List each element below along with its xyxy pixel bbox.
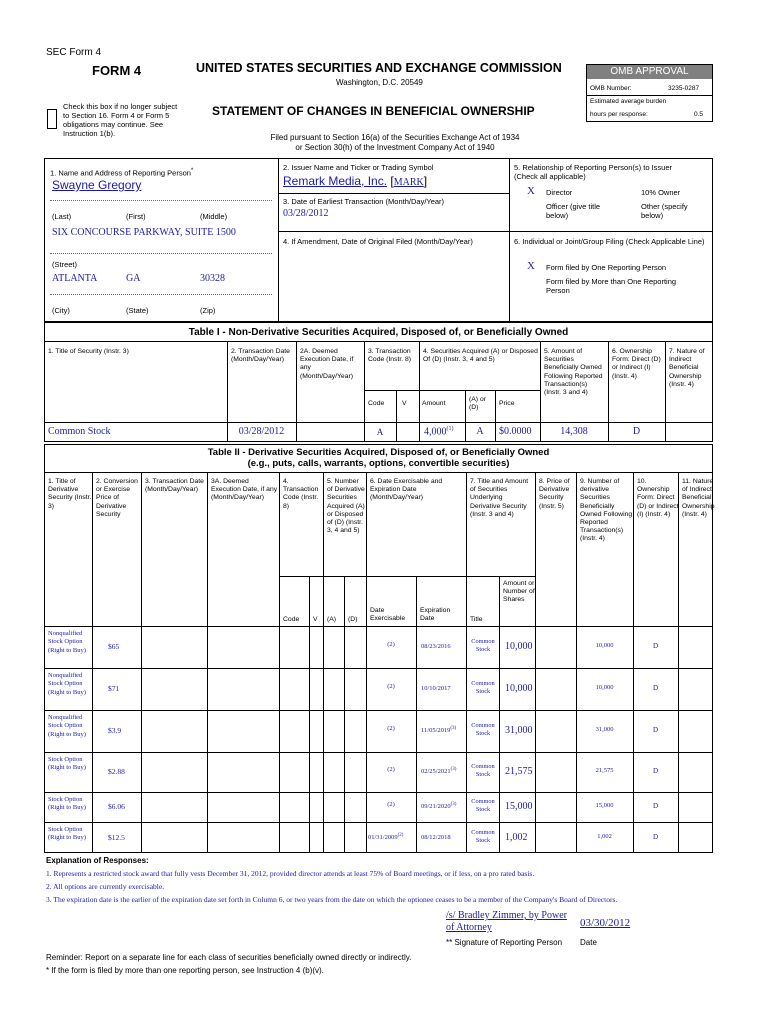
underlying-title: Common Stock <box>471 763 495 778</box>
one-person-label: Form filed by One Reporting Person <box>546 263 667 272</box>
ownership-form: D <box>652 726 659 734</box>
t2-h4: 4. Transaction Code (Instr. 8) <box>283 478 319 510</box>
date-exercisable-note: (2) <box>387 683 395 690</box>
t1-row-form: D <box>632 426 641 437</box>
issuer-name[interactable]: Remark Media, Inc. <box>283 174 388 188</box>
date-label: Date <box>580 938 597 947</box>
date-exercisable-footnote: (2) <box>397 832 404 838</box>
t2-amt: Amount or Number of Shares <box>503 580 535 604</box>
table1 <box>44 322 713 442</box>
t1-row-date: 03/28/2012 <box>238 426 285 437</box>
underlying-shares: 15,000 <box>505 801 533 812</box>
t2-date-ex: Date Exercisable <box>370 607 406 623</box>
last-label: (Last) <box>52 212 72 221</box>
expiration-date-value: 08/23/2016 <box>421 643 451 651</box>
owned-following: 15,000 <box>595 802 614 809</box>
ticker-open: [ <box>390 174 394 188</box>
omb-title: OMB APPROVAL <box>587 65 712 79</box>
ticker-close: ] <box>423 174 428 188</box>
t1-price: Price <box>499 400 515 407</box>
director-check[interactable]: X <box>527 185 535 197</box>
owned-following: 21,575 <box>595 767 614 774</box>
t2-code: Code <box>283 616 300 623</box>
t1-h2a: 2A. Deemed Execution Date, if any (Month/Day/Year) <box>300 348 354 380</box>
expiration-date-value: 11/05/2019 <box>421 727 451 735</box>
reporting-person-name[interactable]: Swayne Gregory <box>52 178 142 192</box>
box1-label: 1. Name and Address of Reporting Person* <box>50 167 194 178</box>
t1-row-aord: A <box>476 426 484 437</box>
owned-following: 1,002 <box>597 832 612 840</box>
hours-label: hours per response: <box>590 111 648 118</box>
date-exercisable <box>368 833 403 841</box>
t1-row-owned: 14,308 <box>560 426 588 437</box>
box5-label-1: 5. Relationship of Reporting Person(s) to Issuer <box>514 163 672 172</box>
expiration-date <box>421 642 451 650</box>
date-exercisable-note: (2) <box>387 641 395 648</box>
underlying-title: Common Stock <box>471 828 495 844</box>
filed-line-2: or Section 30(h) of the Investment Company Act of 1940 <box>295 143 495 152</box>
derivative-title: Nonqualified Stock Option (Right to Buy) <box>48 714 86 738</box>
ten-pct-label: 10% Owner <box>641 188 681 197</box>
other-label: Other (specify below) <box>641 202 688 220</box>
underlying-title: Common Stock <box>471 638 495 653</box>
expiration-date-value: 02/25/2021 <box>421 768 451 776</box>
conversion-price: $6.06 <box>108 802 125 811</box>
ownership-form: D <box>652 684 659 692</box>
multi-person-note: * If the form is filed by more than one reporting person, see Instruction 4 (b)(v). <box>46 966 324 975</box>
owned-following: 31,000 <box>595 726 614 733</box>
state-label: (State) <box>126 306 149 315</box>
note-3: 3. The expiration date is the earlier of the expiration date set forth in Column 6, or two years from the date on which the optionee ceases to be a member of the Company's Board of Directors. <box>46 895 618 904</box>
expiration-date-value: 08/12/2018 <box>421 833 451 841</box>
derivative-title: Nonqualified Stock Option (Right to Buy) <box>48 630 86 654</box>
derivative-title: Stock Option (Right to Buy) <box>48 756 86 772</box>
derivative-title: Stock Option (Right to Buy) <box>48 796 86 812</box>
t1-h5: 5. Amount of Securities Beneficially Owned Following Reported Transaction(s) (Instr. 3 and 4) <box>544 348 603 397</box>
earliest-transaction-date: 03/28/2012 <box>283 208 329 219</box>
t1-h7: 7. Nature of Indirect Beneficial Ownership (Instr. 4) <box>669 348 705 388</box>
t2-h8: 8. Price of Derivative Security (Instr. 5) <box>539 478 570 510</box>
t2-v: V <box>313 616 318 623</box>
t1-v: V <box>402 400 407 407</box>
first-label: (First) <box>126 212 146 221</box>
t1-h2: 2. Transaction Date (Month/Day/Year) <box>231 348 290 364</box>
t1-h3: 3. Transaction Code (Instr. 8) <box>368 348 412 364</box>
hours-value: 0.5 <box>694 111 704 118</box>
t1-amount: Amount <box>422 400 446 407</box>
date-exercisable-note: (2) <box>387 725 395 732</box>
underlying-shares: 1,002 <box>505 831 528 843</box>
burden-label: Estimated average burden <box>590 98 667 105</box>
date-exercisable-value: 01/31/2009 <box>368 833 398 841</box>
officer-label: Officer (give title below) <box>546 202 601 220</box>
conversion-price: $12.5 <box>108 832 125 842</box>
street-value: SIX CONCOURSE PARKWAY, SUITE 1500 <box>52 227 236 238</box>
zip-value: 30328 <box>200 273 225 284</box>
form-title: FORM 4 <box>92 63 142 78</box>
date-exercisable-note: (2) <box>387 766 395 773</box>
owned-following: 10,000 <box>595 684 614 691</box>
underlying-shares: 31,000 <box>505 725 533 736</box>
expiration-date <box>421 767 456 775</box>
ownership-form: D <box>652 802 659 810</box>
one-person-check[interactable]: X <box>527 260 535 272</box>
expiration-footnote: (3) <box>450 767 457 772</box>
street-label: (Street) <box>52 260 78 269</box>
expiration-date <box>421 684 451 692</box>
box6-label: 6. Individual or Joint/Group Filing (Check Applicable Line) <box>514 237 705 246</box>
t2-h3a: 3A. Deemed Execution Date, if any (Month/Day/Year) <box>211 478 278 502</box>
no-longer-subject-checkbox[interactable] <box>47 109 57 129</box>
t2-h6: 6. Date Exercisable and Expiration Date (Month/Day/Year) <box>370 478 443 502</box>
derivative-title: Nonqualified Stock Option (Right to Buy) <box>48 672 86 696</box>
expiration-date <box>421 833 451 841</box>
t1-row-code: A <box>376 427 384 437</box>
conversion-price: $3.9 <box>108 726 122 735</box>
expiration-footnote: (3) <box>450 802 457 807</box>
table2-title-block <box>44 447 713 469</box>
box5-label-2: (Check all applicable) <box>514 172 586 181</box>
t2-exp: Expiration Date <box>420 607 451 623</box>
t1-row-title: Common Stock <box>48 426 111 437</box>
issuer-line <box>283 174 427 188</box>
table2-subtitle: (e.g., puts, calls, warrants, options, convertible securities) <box>247 458 510 469</box>
underlying-title: Common Stock <box>471 798 495 813</box>
city-value: ATLANTA <box>52 273 98 284</box>
expiration-date <box>421 726 456 734</box>
box5-label <box>514 163 709 181</box>
t2-h10: 10. Ownership Form: Direct (D) or Indirect (I) (Instr. 4) <box>637 478 679 518</box>
signature-name: /s/ Bradley Zimmer, by Power of Attorney <box>446 910 567 933</box>
conversion-price: $65 <box>108 642 120 651</box>
t2-title: Title <box>470 616 483 623</box>
t1-aord: (A) or (D) <box>469 396 486 412</box>
box2-label: 2. Issuer Name and Ticker or Trading Symbol <box>283 163 434 172</box>
agency-city: Washington, D.C. 20549 <box>336 78 423 87</box>
t2-h3: 3. Transaction Date (Month/Day/Year) <box>145 478 204 494</box>
ownership-form: D <box>652 642 659 650</box>
ownership-form: D <box>652 832 659 841</box>
box4-label: 4. If Amendment, Date of Original Filed (Month/Day/Year) <box>283 237 473 246</box>
t1-amount-value: 4,000 <box>424 426 447 438</box>
t2-h1: 1. Title of Derivative Security (Instr. 3) <box>48 478 92 510</box>
box3-label: 3. Date of Earliest Transaction (Month/Day/Year) <box>283 197 445 206</box>
t2-h2: 2. Conversion or Exercise Price of Derivative Security <box>96 478 138 518</box>
t2-a: (A) <box>327 616 337 623</box>
underlying-shares: 10,000 <box>505 641 533 652</box>
t2-h5: 5. Number of Derivative Securities Acquired (A) or Disposed of (D) (Instr. 3, 4 and 5) <box>327 478 365 535</box>
note-1: 1. Represents a restricted stock award that fully vests December 31, 2012, provided director attends at least 75% of Board meetings, or if less, on a pro rated basis. <box>46 869 535 878</box>
ticker-symbol[interactable]: MARK <box>393 177 424 188</box>
conversion-price: $71 <box>108 684 120 693</box>
conversion-price: $2.88 <box>108 767 125 776</box>
t1-amount-note: (1) <box>446 426 454 432</box>
t1-row-price: $0.0000 <box>499 426 532 437</box>
t2-h9: 9. Number of derivative Securities Beneficially Owned Following Reported Transaction(s) (Instr. 4) <box>580 478 633 543</box>
explanation-title: Explanation of Responses: <box>46 856 149 865</box>
omb-number-label: OMB Number: <box>590 85 632 92</box>
expiration-date-value: 09/21/2020 <box>421 803 451 811</box>
derivative-title: Stock Option (Right to Buy) <box>48 826 86 842</box>
expiration-date <box>421 802 456 810</box>
t1-row-amount <box>424 426 454 437</box>
t2-h11: 11. Nature of Indirect Beneficial Ownership (Instr. 4) <box>682 478 715 518</box>
underlying-shares: 21,575 <box>505 766 533 777</box>
t1-h1: 1. Title of Security (Instr. 3) <box>48 348 129 355</box>
t1-code: Code <box>368 400 385 407</box>
city-label: (City) <box>52 306 70 315</box>
table1-title: Table I - Non-Derivative Securities Acquired, Disposed of, or Beneficially Owned <box>188 327 569 338</box>
zip-label: (Zip) <box>200 306 216 315</box>
omb-number: 3235-0287 <box>668 85 700 92</box>
more-persons-label: Form filed by More than One Reporting Person <box>546 277 677 295</box>
filed-line-1: Filed pursuant to Section 16(a) of the Securities Exchange Act of 1934 <box>270 133 520 142</box>
director-label: Director <box>546 188 573 197</box>
note-2: 2. All options are currently exercisable. <box>46 882 165 891</box>
filed-pursuant <box>200 133 590 153</box>
statement-title: STATEMENT OF CHANGES IN BENEFICIAL OWNERSHIP <box>212 104 535 118</box>
agency-title: UNITED STATES SECURITIES AND EXCHANGE COMMISSION <box>196 61 562 75</box>
owned-following: 10,000 <box>595 642 614 649</box>
ownership-form: D <box>652 767 659 775</box>
underlying-title: Common Stock <box>471 722 495 737</box>
table2-title: Table II - Derivative Securities Acquired, Disposed of, or Beneficially Owned <box>207 447 550 458</box>
sec-form-label: SEC Form 4 <box>46 47 102 58</box>
state-value: GA <box>126 273 141 284</box>
reminder: Reminder: Report on a separate line for each class of securities beneficially owned directly or indirectly. <box>46 953 412 962</box>
t1-h4: 4. Securities Acquired (A) or Disposed Of (D) (Instr. 3, 4 and 5) <box>423 348 538 364</box>
middle-label: (Middle) <box>200 212 228 221</box>
signature-date: 03/30/2012 <box>580 917 631 929</box>
signature-label: ** Signature of Reporting Person <box>446 938 563 947</box>
t2-h7: 7. Title and Amount of Securities Underlying Derivative Security (Instr. 3 and 4) <box>470 478 529 518</box>
checkbox-text: Check this box if no longer subject to Section 16. Form 4 or Form 5 obligations may continue. See Instruction 1(b). <box>63 102 178 138</box>
expiration-date-value: 10/10/2017 <box>421 685 451 693</box>
t1-h6: 6. Ownership Form: Direct (D) or Indirect (I) (Instr. 4) <box>612 348 661 380</box>
expiration-footnote: (3) <box>450 726 457 731</box>
date-exercisable-note: (2) <box>387 801 395 808</box>
underlying-title: Common Stock <box>471 680 495 695</box>
t2-d: (D) <box>348 616 358 623</box>
underlying-shares: 10,000 <box>505 683 533 694</box>
